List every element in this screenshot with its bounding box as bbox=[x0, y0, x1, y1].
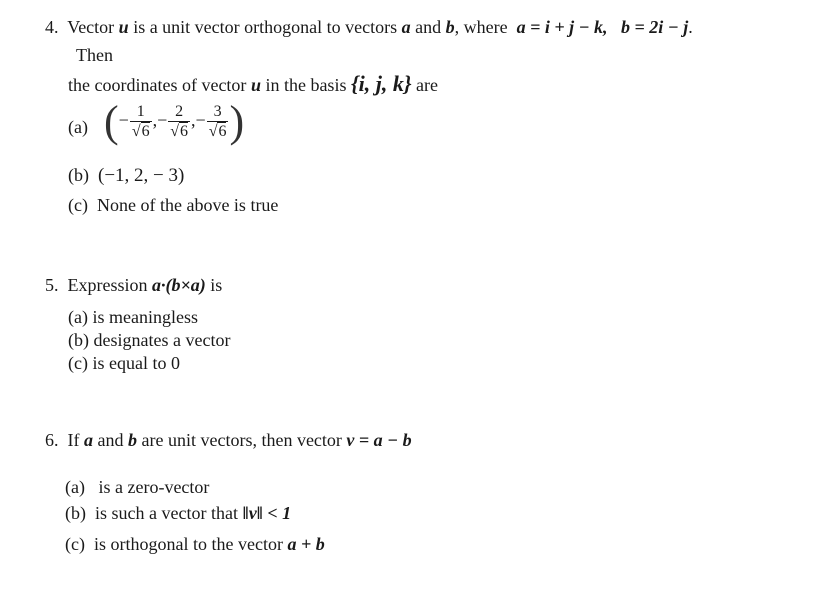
question-5-line bbox=[45, 275, 222, 296]
text: is a unit vector orthogonal to vectors bbox=[133, 17, 398, 37]
numerator: 2 bbox=[168, 103, 190, 122]
question-number: 5. bbox=[45, 275, 59, 295]
denominator: √6 bbox=[170, 122, 189, 140]
expression: a + b bbox=[287, 534, 325, 554]
expression: v = a − b bbox=[346, 430, 412, 450]
option-label: (b) bbox=[65, 503, 86, 523]
question-6-line bbox=[45, 430, 412, 451]
option-6a bbox=[65, 477, 209, 498]
option-text: is such a vector that bbox=[95, 503, 238, 523]
option-text: is orthogonal to the vector bbox=[93, 534, 283, 554]
denominator: √6 bbox=[208, 122, 227, 140]
text: and bbox=[415, 17, 442, 37]
option-text: is equal to 0 bbox=[92, 353, 180, 373]
option-label: (c) bbox=[65, 534, 85, 554]
text: are unit vectors, then vector bbox=[141, 430, 342, 450]
option-5b bbox=[68, 330, 230, 351]
radicand: 6 bbox=[180, 122, 189, 140]
question-number: 4. bbox=[45, 17, 59, 37]
text: are bbox=[416, 75, 438, 95]
vector-u: u bbox=[250, 75, 261, 95]
text: If bbox=[67, 430, 80, 450]
fraction-2 bbox=[168, 103, 190, 142]
text: in the basis bbox=[265, 75, 347, 95]
paren-right: ) bbox=[229, 97, 245, 146]
option-label: (b) bbox=[68, 165, 89, 185]
vector-a: a bbox=[84, 430, 93, 450]
vector-b: b bbox=[128, 430, 137, 450]
option-label: (a) bbox=[68, 307, 88, 327]
radicand: 6 bbox=[218, 122, 227, 140]
expression: ‖v‖ < 1 bbox=[242, 503, 292, 523]
option-text: (−1, 2, − 3) bbox=[98, 165, 185, 186]
basis: {i, j, k} bbox=[350, 71, 412, 96]
radicand: 6 bbox=[141, 122, 150, 140]
text: the coordinates of vector bbox=[68, 75, 247, 95]
numerator: 1 bbox=[130, 103, 152, 122]
option-5c bbox=[68, 353, 180, 374]
text: , where bbox=[454, 17, 508, 37]
question-4-line-3 bbox=[68, 71, 438, 97]
option-label: (a) bbox=[65, 477, 85, 497]
expression: a·(b×a) bbox=[152, 275, 206, 295]
vector-b: b bbox=[445, 17, 455, 37]
question-number: 6. bbox=[45, 430, 59, 450]
option-label: (c) bbox=[68, 353, 88, 373]
vector-a: a bbox=[401, 17, 411, 37]
text: Vector bbox=[67, 17, 115, 37]
denominator: √6 bbox=[131, 122, 150, 140]
equation-a: a = i + j − k, bbox=[516, 17, 608, 37]
text: is bbox=[210, 275, 223, 295]
equation-b: b = 2i − j bbox=[621, 17, 689, 37]
text: Expression bbox=[67, 275, 148, 295]
numerator: 3 bbox=[207, 103, 229, 122]
option-text: None of the above is true bbox=[96, 195, 279, 215]
question-4-line-1 bbox=[45, 17, 693, 38]
option-label: (b) bbox=[68, 330, 89, 350]
option-text: is meaningless bbox=[92, 307, 198, 327]
paren-left: ( bbox=[104, 97, 119, 146]
option-4c bbox=[68, 195, 278, 216]
option-6c bbox=[65, 534, 325, 555]
option-4a-label: (a) bbox=[68, 117, 88, 137]
option-4a-expression: (− $\frac{1}{√6}$ ,− $\frac{2}{√6}$ ,− $\frac{3}{√6}$ ) bbox=[104, 97, 245, 146]
option-text: designates a vector bbox=[93, 330, 231, 350]
vector-u: u bbox=[118, 17, 129, 37]
text: . bbox=[688, 17, 693, 37]
question-4-then: Then bbox=[76, 45, 113, 65]
fraction-3 bbox=[207, 103, 229, 142]
option-5a bbox=[68, 307, 198, 328]
option-text: is a zero-vector bbox=[98, 477, 210, 497]
text: and bbox=[97, 430, 124, 450]
option-6b bbox=[65, 503, 291, 524]
option-4b bbox=[68, 165, 184, 187]
fraction-1 bbox=[130, 103, 152, 142]
option-label: (c) bbox=[68, 195, 88, 215]
